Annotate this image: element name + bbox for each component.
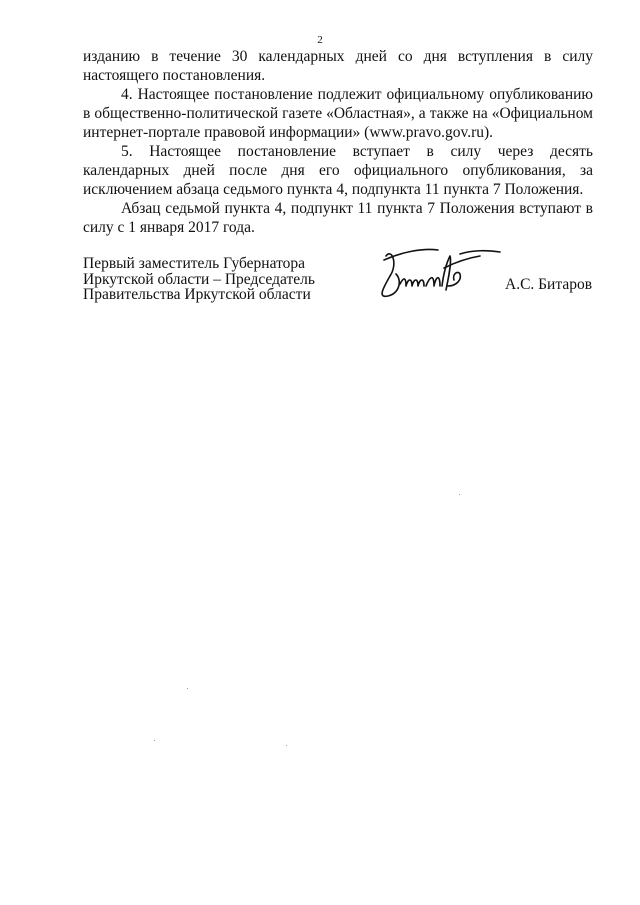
scan-speck	[187, 688, 188, 689]
scan-speck	[459, 494, 460, 495]
page-number: 2	[317, 34, 323, 46]
signatory-title-line: Первый заместитель Губернатора	[83, 255, 306, 272]
document-body	[83, 47, 593, 237]
paragraph-item-4: 4. Настоящее постановление подлежит официальному опубликованию в общественно-политической газете «Областная», а также на «Официальном интернет-портале правовой информации» (www.pravo.gov.ru).	[83, 86, 593, 141]
paragraph-effective-date: Абзац седьмой пункта 4, подпункт 11 пункта 7 Положения вступают в силу с 1 января 2017 года.	[83, 200, 593, 236]
signatory-title	[83, 256, 315, 303]
handwritten-signature	[372, 240, 502, 302]
signatory-title-line: Иркутской области – Председатель	[83, 270, 315, 288]
scan-speck	[286, 745, 287, 746]
signatory-title-line: Правительства Иркутской области	[83, 286, 311, 303]
signatory-name: А.С. Битаров	[505, 276, 593, 293]
scan-speck	[154, 740, 155, 741]
paragraph-item-5: 5. Настоящее постановление вступает в силу через десять календарных дней после дня его официального опубликования, за исключением абзаца седьмого пункта 4, подпункта 11 пункта 7 Положения.	[83, 143, 593, 198]
paragraph-continuation: изданию в течение 30 календарных дней со дня вступления в силу настоящего постановления.	[83, 48, 593, 84]
